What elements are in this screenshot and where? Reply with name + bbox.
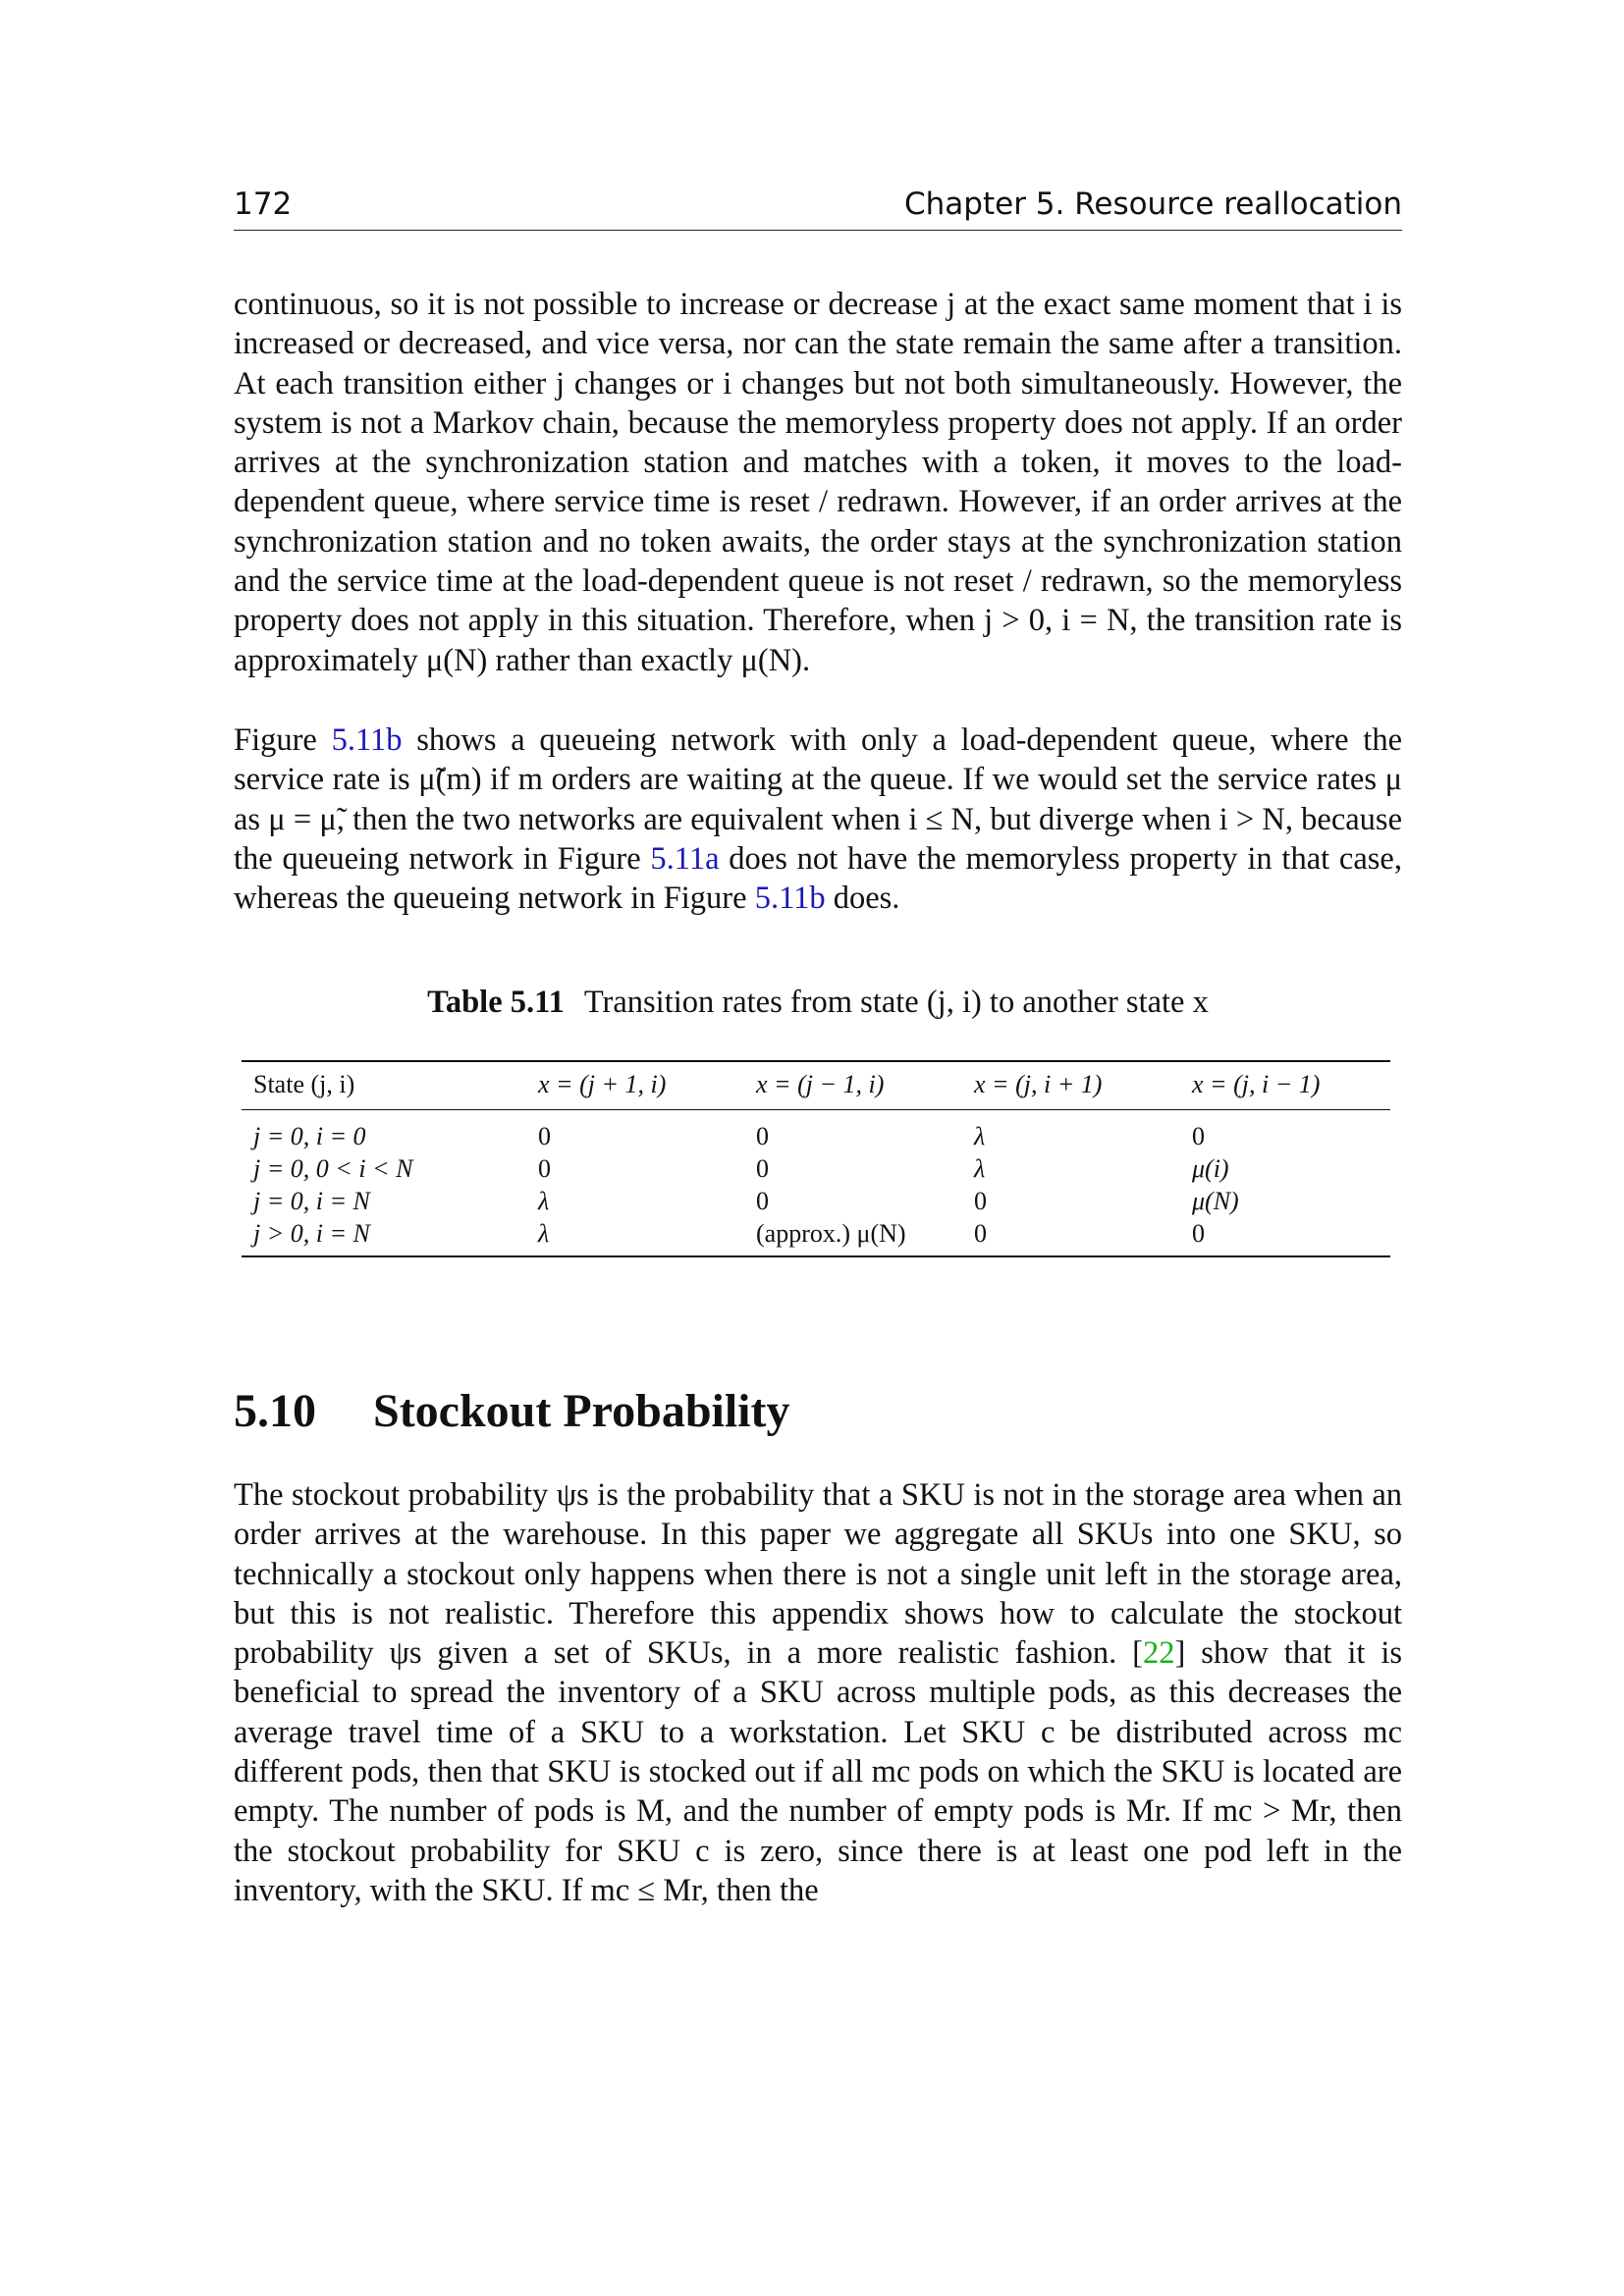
paragraph-figure-comparison xyxy=(234,721,1402,918)
table-cell: j = 0, i = N xyxy=(253,1187,370,1215)
paragraph-text xyxy=(234,721,1402,918)
table-cell: 0 xyxy=(974,1219,987,1248)
section-title: Stockout Probability xyxy=(373,1385,790,1437)
column-header: State (j, i) xyxy=(253,1070,355,1098)
table-cell: (approx.) μ(N) xyxy=(756,1219,906,1248)
paragraph-transitions xyxy=(234,285,1402,680)
chapter-title: Chapter 5. Resource reallocation xyxy=(904,187,1402,222)
column-header: x = (j, i + 1) xyxy=(974,1070,1103,1098)
table-cell: λ xyxy=(538,1187,550,1215)
text-run: ] show that it is beneficial to spread the inventory of a SKU across multiple pods, as this decreases the average travel time of a SKU to a workstation. Let SKU c be distributed across mc different pods, then that SKU is stocked out if all mc pods on which the SKU is located are empty. The number of pods is M, and the number of empty pods is Mr. If mc > Mr, then the stockout probability for SKU c is zero, since there is at least one pod left in the inventory, with the SKU. If mc ≤ Mr, then the xyxy=(234,1635,1402,1908)
table-cell: μ(i) xyxy=(1192,1154,1229,1183)
table-cell: 0 xyxy=(1192,1219,1205,1248)
section-number: 5.10 xyxy=(234,1385,316,1437)
figure-link-5-11b[interactable]: 5.11b xyxy=(331,722,403,758)
table-row xyxy=(242,1217,1390,1256)
table-cell: 0 xyxy=(538,1154,551,1183)
table-cell: 0 xyxy=(538,1122,551,1150)
table-cell: j = 0, i = 0 xyxy=(253,1122,366,1150)
column-header: x = (j + 1, i) xyxy=(538,1070,667,1098)
citation-link-22[interactable]: 22 xyxy=(1142,1635,1175,1672)
column-header: x = (j − 1, i) xyxy=(756,1070,885,1098)
page-number: 172 xyxy=(234,187,293,222)
figure-link-5-11b-second[interactable]: 5.11b xyxy=(754,881,826,917)
table-cell: j = 0, 0 < i < N xyxy=(253,1154,413,1183)
table-cell: j > 0, i = N xyxy=(253,1219,370,1248)
text-run: Figure xyxy=(234,722,332,758)
table-cell: 0 xyxy=(756,1154,769,1183)
table-header-row xyxy=(242,1061,1390,1110)
text-run: does. xyxy=(825,881,900,917)
table-cell: μ(N) xyxy=(1192,1187,1239,1215)
table-cell: 0 xyxy=(756,1122,769,1150)
paragraph-text xyxy=(234,1475,1402,1910)
figure-link-5-11a[interactable]: 5.11a xyxy=(650,840,720,877)
text-run: The stockout probability ψs is the probability that a SKU is not in the storage area when an order arrives at the warehouse. In this paper we aggregate all SKUs into one SKU, so technically a stockout only happens when there is not a single unit left in the storage area, but this is not realistic. Therefore this appendix shows how to calculate the stockout probability ψs given a set of SKUs, in a more realistic fashion. [ xyxy=(234,1477,1402,1672)
table-row xyxy=(242,1110,1390,1153)
section-heading xyxy=(234,1384,790,1438)
table-cell: λ xyxy=(974,1122,986,1150)
table-caption xyxy=(234,985,1402,1021)
text-run: does not have the memoryless property in that case, whereas the queueing network in Figure xyxy=(234,840,1402,917)
table-caption-label: Table 5.11 xyxy=(427,985,565,1020)
running-head xyxy=(234,187,1402,231)
transition-rates-table xyxy=(242,1060,1390,1257)
paragraph-stockout xyxy=(234,1475,1402,1910)
text-run: shows a queueing network with only a load-dependent queue, where the service rate is μ̃(m) if m orders are waiting at the queue. If we would set the service rates μ as μ = μ̃, then the two networks are equivalent when i ≤ N, but diverge when i > N, because the queueing network in Figure xyxy=(234,722,1402,877)
table-cell: 0 xyxy=(974,1187,987,1215)
table-row xyxy=(242,1152,1390,1185)
table-cell: λ xyxy=(974,1154,986,1183)
column-header: x = (j, i − 1) xyxy=(1192,1070,1321,1098)
paragraph-text: continuous, so it is not possible to increase or decrease j at the exact same moment that i is increased or decreased, and vice versa, nor can the state remain the same after a transition. At each transition either j changes or i changes but not both simultaneously. However, the system is not a Markov chain, because the memoryless property does not apply. If an order arrives at the synchronization station and matches with a token, it moves to the load-dependent queue, where service time is reset / redrawn. However, if an order arrives at the synchronization station and no token awaits, the order stays at the synchronization station and the service time at the load-dependent queue is not reset / redrawn, so the memoryless property does not apply in this situation. Therefore, when j > 0, i = N, the transition rate is approximately μ(N) rather than exactly μ(N). xyxy=(234,287,1402,678)
table-caption-text: Transition rates from state (j, i) to another state x xyxy=(583,985,1209,1020)
table-cell: 0 xyxy=(1192,1122,1205,1150)
table-row xyxy=(242,1185,1390,1217)
table-cell: λ xyxy=(538,1219,550,1248)
table xyxy=(242,1060,1390,1257)
table-cell: 0 xyxy=(756,1187,769,1215)
